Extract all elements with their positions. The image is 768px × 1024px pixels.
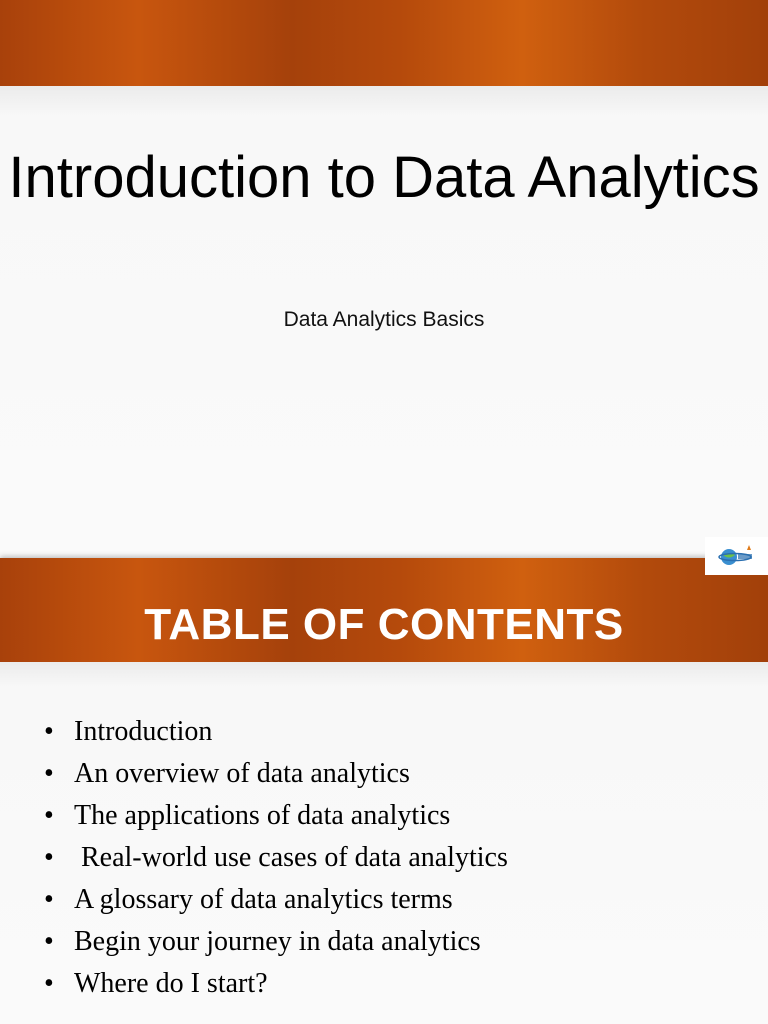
slide-title: Introduction to Data Analytics: [8, 145, 760, 210]
logo: [705, 537, 768, 575]
toc-item-label: Introduction: [74, 716, 213, 747]
toc-item-label: A glossary of data analytics terms: [74, 884, 453, 915]
bullet-icon: •: [44, 800, 54, 831]
toc-list: [44, 711, 508, 1005]
toc-item-label: An overview of data analytics: [74, 758, 410, 789]
list-item: [44, 837, 508, 879]
list-item: [44, 753, 508, 795]
list-item: [44, 963, 508, 1005]
list-item: [44, 921, 508, 963]
toc-heading: TABLE OF CONTENTS: [144, 600, 624, 649]
slide-subtitle: Data Analytics Basics: [283, 308, 485, 331]
toc-item-label: The applications of data analytics: [74, 800, 451, 831]
bullet-icon: •: [44, 884, 54, 915]
toc-item-label: Where do I start?: [74, 968, 268, 999]
list-item: [44, 711, 508, 753]
list-item: [44, 795, 508, 837]
globe-logo-icon: [705, 537, 768, 575]
bullet-icon: •: [44, 926, 54, 957]
bullet-icon: •: [44, 968, 54, 999]
bullet-icon: •: [44, 842, 54, 873]
title-slide-header-band: [0, 0, 768, 86]
bullet-icon: •: [44, 716, 54, 747]
toc-item-label: Begin your journey in data analytics: [74, 926, 481, 957]
list-item: [44, 879, 508, 921]
toc-item-label: Real-world use cases of data analytics: [74, 842, 508, 873]
bullet-icon: •: [44, 758, 54, 789]
toc-header-band: [0, 558, 768, 662]
